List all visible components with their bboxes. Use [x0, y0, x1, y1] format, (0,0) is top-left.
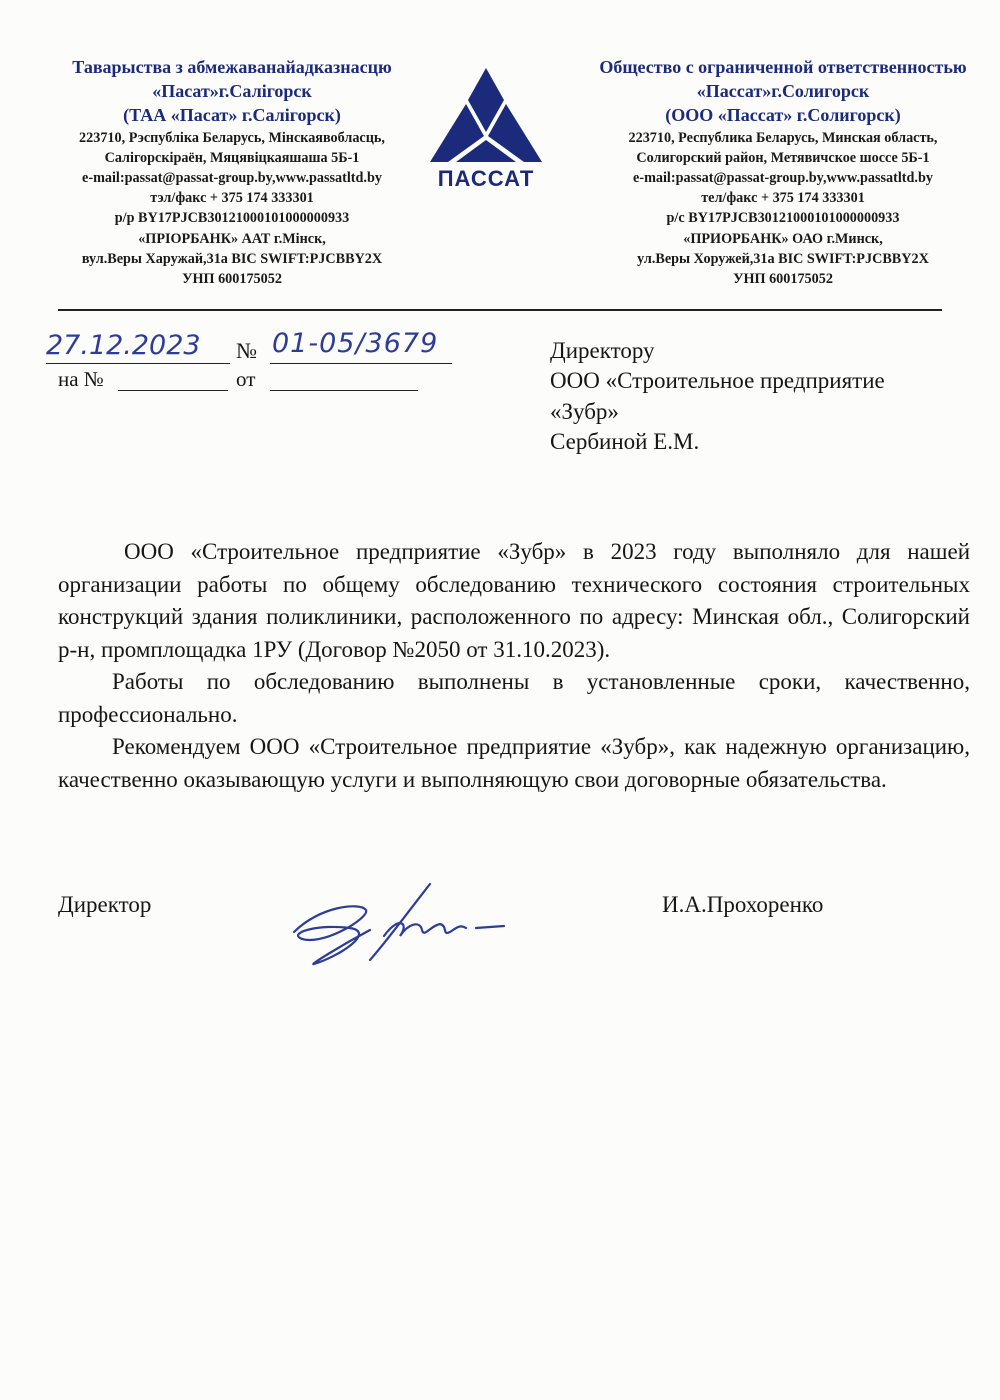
letterhead-left-address-1: 223710, Рэспубліка Беларусь, Мінскаявобласць,: [79, 129, 385, 146]
letterhead-left-bank: «ПРІОРБАНК» ААТ г.Мінск,: [138, 230, 326, 247]
letterhead-right-account: р/с BY17PJCB30121000101000000933: [666, 210, 900, 227]
letterhead-left-unp: УНП 600175052: [182, 270, 282, 287]
letterhead-left-title-2: «Пасат»г.Салігорск: [152, 80, 312, 101]
reply-date-blank: [270, 390, 418, 391]
letterhead-left: [22, 56, 442, 289]
body-paragraph-1: ООО «Строительное предприятие «Зубр» в 2023 году выполняло для нашей организации работы по общему обследованию технического состояния строительных конструкций здания поликлиники, расположенного по адресу: Минская обл., Солигорский р-н, промплощадка 1РУ (Договор №2050 от 31.10.2023).: [58, 539, 970, 662]
letterhead-right-title-1: Общество с ограниченной ответственностью: [599, 57, 967, 77]
reply-number-blank: [118, 390, 228, 391]
addressee-block: [550, 336, 885, 457]
letterhead-right: [566, 56, 1000, 289]
addressee-line-2: ООО «Строительное предприятие: [550, 368, 885, 394]
company-logo: [428, 66, 544, 194]
outgoing-date: 27.12.2023: [46, 330, 201, 361]
letterhead-right-email: e-mail:passat@passat-group.by,www.passatltd.by: [633, 170, 933, 187]
letter-body: [58, 536, 970, 796]
number-label: №: [236, 338, 257, 363]
addressee-line-3: «Зубр»: [550, 398, 619, 424]
handwritten-signature: [280, 876, 510, 976]
letterhead-right-title-2: «Пассат»г.Солигорск: [696, 80, 870, 101]
body-paragraph-2: Работы по обследованию выполнены в установленные сроки, качественно, профессионально.: [58, 669, 970, 727]
date-underline: [46, 363, 230, 364]
logo-text: ПАССАТ: [437, 166, 535, 191]
letterhead-right-unp: УНП 600175052: [733, 270, 833, 287]
letterhead-right-bank: «ПРИОРБАНК» ОАО г.Минск,: [683, 230, 883, 247]
letterhead-right-bank-address: ул.Веры Хоружей,31а BIC SWIFT:PJCBBY2X: [637, 250, 929, 267]
letterhead-left-account: р/р BY17PJCB30121000101000000933: [114, 210, 350, 227]
letterhead-left-title-1: Таварыства з абмежаванайадказнасцю: [72, 57, 392, 77]
signatory-name: И.А.Прохоренко: [662, 892, 824, 917]
body-paragraph-3: Рекомендуем ООО «Строительное предприятие «Зубр», как надежную организацию, качественно оказывающую услуги и выполняющую свои договорные обязательства.: [58, 734, 970, 792]
letterhead-left-address-2: Салігорскіраён, Мяцявіцкаяшаша 5Б-1: [104, 149, 360, 166]
letterhead-left-bank-address: вул.Веры Харужай,31а BIC SWIFT:PJCBBY2X: [81, 250, 383, 267]
letterhead-right-phone: тел/факс + 375 174 333301: [701, 190, 865, 207]
letterhead-right-address-2: Солигорский район, Метявичское шоссе 5Б-1: [636, 149, 930, 166]
letterhead-left-title-3: (ТАА «Пасат» г.Салігорск): [123, 104, 341, 125]
letterhead-right-title-3: (ООО «Пассат» г.Солигорск): [665, 104, 901, 125]
signatory-role: Директор: [58, 892, 152, 917]
passat-logo-icon: [430, 66, 542, 164]
addressee-line-4: Сербиной Е.М.: [550, 429, 700, 455]
outgoing-number: 01-05/3679: [272, 328, 439, 359]
reply-from-label: от: [236, 367, 256, 391]
addressee-line-1: Директору: [550, 338, 655, 363]
reply-to-label: на №: [58, 367, 104, 391]
letterhead-right-address-1: 223710, Республика Беларусь, Минская область,: [628, 129, 938, 146]
letterhead-left-email: e-mail:passat@passat-group.by,www.passatltd.by: [82, 170, 382, 187]
number-underline: [270, 363, 452, 364]
letterhead-left-phone: тэл/факс + 375 174 333301: [150, 190, 314, 207]
letterhead-divider: [58, 309, 942, 311]
